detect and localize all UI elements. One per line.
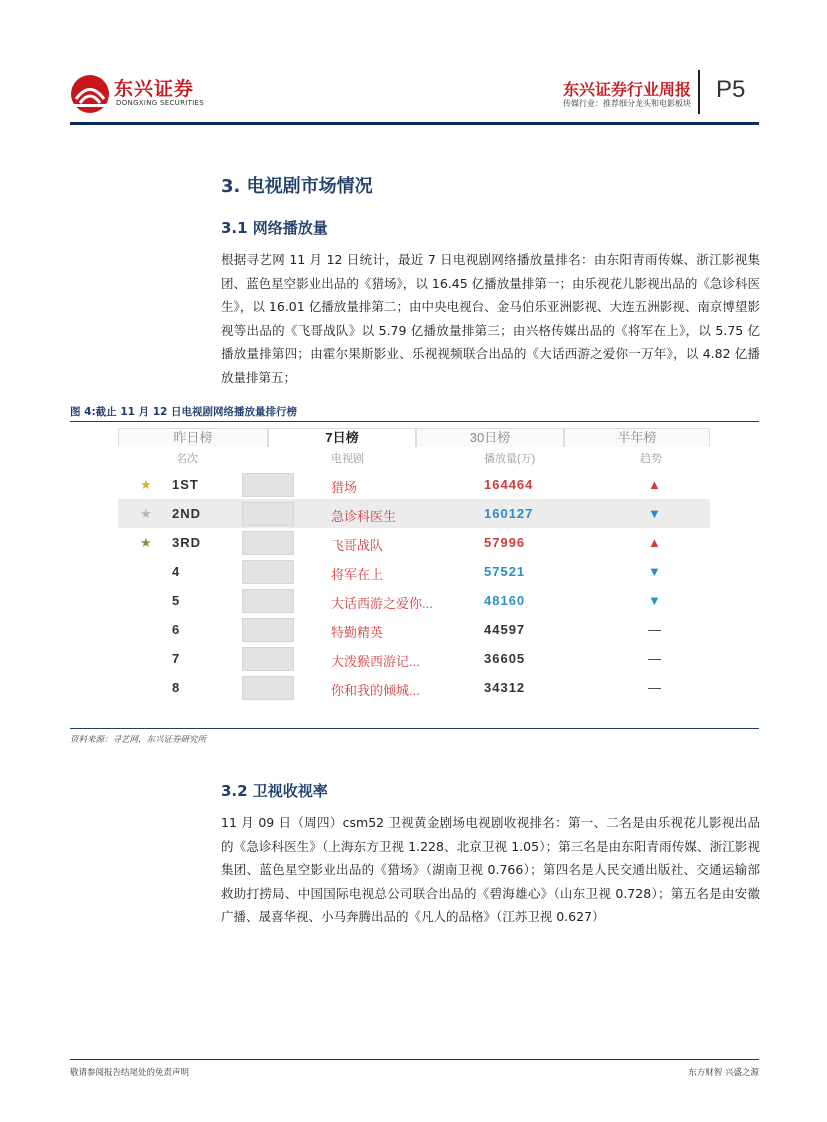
drama-title[interactable]: 你和我的倾城... — [331, 683, 420, 698]
silver-star-icon: ★ — [140, 506, 152, 521]
paragraph-online-views: 根据寻艺网 11 月 12 日统计，最近 7 日电视剧网络播放量排名：由东阳青雨传媒、浙江影视集团、蓝色星空影业出品的《猎场》，以 16.45 亿播放量排第一；由乐视花儿影视出品的《急诊科医生》，以 16.01 亿播放量排第二；由中央电视台、金马伯乐亚洲影视、大连五洲影视、南京博望影视等出品的《飞哥战队》以 5.79 亿播放量排第三；由兴格传媒出品的《将军在上》，以 5.75 亿播放量排第四；由霍尔果斯影业、乐视视频联合出品的《大话西游之爱你一万年》，以 4.82 亿播放量排第五； — [221, 252, 760, 385]
table-row[interactable] — [118, 528, 710, 557]
poster-thumbnail — [242, 676, 294, 700]
dongxing-logo-icon — [70, 74, 110, 114]
footer-slogan: 东方财智 兴盛之源 — [688, 1068, 759, 1078]
col-title: 电视剧 — [331, 453, 364, 465]
figure-caption: 图 4:截止 11 月 12 日电视剧网络播放量排行榜 — [70, 406, 298, 418]
header-divider — [698, 70, 700, 114]
poster-thumbnail — [242, 531, 294, 555]
ranking-tabs — [118, 426, 710, 447]
header-rule — [70, 122, 759, 125]
drama-title[interactable]: 飞哥战队 — [331, 538, 384, 553]
drama-title[interactable]: 急诊科医生 — [331, 509, 397, 524]
drama-title[interactable]: 特勤精英 — [331, 625, 384, 640]
rank-number: 8 — [172, 680, 181, 695]
poster-thumbnail — [242, 502, 294, 526]
trend-up-icon: ▲ — [648, 477, 661, 492]
footer-rule — [70, 1059, 759, 1060]
views-count: 44597 — [484, 622, 526, 637]
drama-title[interactable]: 大话西游之爱你... — [331, 596, 433, 611]
tab-yesterday[interactable]: 昨日榜 — [118, 428, 268, 447]
table-row[interactable] — [118, 557, 710, 586]
trend-down-icon: ▼ — [648, 506, 661, 521]
trend-flat-icon: — — [648, 651, 661, 666]
drama-title[interactable]: 将军在上 — [331, 567, 384, 582]
trend-down-icon: ▼ — [648, 593, 661, 608]
table-row[interactable] — [118, 470, 710, 499]
rank-number: 2ND — [172, 506, 202, 521]
figure-top-rule — [70, 421, 759, 422]
ranking-table-screenshot — [118, 426, 710, 716]
views-count: 160127 — [484, 506, 534, 521]
footer-disclaimer: 敬请参阅报告结尾处的免责声明 — [70, 1068, 190, 1078]
trend-flat-icon: — — [648, 680, 661, 695]
views-count: 48160 — [484, 593, 526, 608]
rank-number: 6 — [172, 622, 181, 637]
tab-half-year[interactable]: 半年榜 — [564, 428, 710, 447]
table-row[interactable] — [118, 673, 710, 702]
table-row[interactable] — [118, 586, 710, 615]
rank-number: 1ST — [172, 477, 199, 492]
drama-title[interactable]: 大泼猴西游记... — [331, 654, 420, 669]
logo-text-en: DONGXING SECURITIES — [116, 99, 205, 107]
col-views: 播放量(万) — [484, 453, 536, 465]
table-row[interactable] — [118, 644, 710, 673]
tab-30day[interactable]: 30日榜 — [416, 428, 564, 447]
table-row[interactable] — [118, 499, 710, 528]
trend-down-icon: ▼ — [648, 564, 661, 579]
logo-text-cn: 东兴证券 — [114, 78, 195, 100]
report-title: 东兴证券行业周报 — [562, 80, 691, 99]
views-count: 164464 — [484, 477, 534, 492]
poster-thumbnail — [242, 618, 294, 642]
page-number: P5 — [716, 76, 746, 103]
views-count: 34312 — [484, 680, 526, 695]
views-count: 57996 — [484, 535, 526, 550]
subsection-title-tv-ratings: 3.2 卫视收视率 — [221, 782, 328, 800]
views-count: 57521 — [484, 564, 526, 579]
trend-up-icon: ▲ — [648, 535, 661, 550]
tab-7day[interactable]: 7日榜 — [268, 428, 416, 447]
views-count: 36605 — [484, 651, 526, 666]
paragraph-tv-ratings: 11 月 09 日（周四）csm52 卫视黄金剧场电视剧收视排名：第一、二名是由乐视花儿影视出品的《急诊科医生》（上海东方卫视 1.228、北京卫视 1.05）；第三名是由东阳青雨传媒、浙江影视集团、蓝色星空影业出品的《猎场》（湖南卫视 0.766）；第四名是人民交通出版社、交通运输部救助打捞局、中国国际电视总公司联合出品的《碧海雄心》（山东卫视 0.728）；第五名是由安徽广播、晟喜华视、小马奔腾出品的《凡人的品格》（江苏卫视 0.627） — [221, 815, 760, 924]
figure-bottom-rule — [70, 728, 759, 729]
table-row[interactable] — [118, 615, 710, 644]
poster-thumbnail — [242, 560, 294, 584]
col-rank: 名次 — [176, 453, 198, 465]
poster-thumbnail — [242, 647, 294, 671]
gold-star-icon: ★ — [140, 477, 152, 492]
trend-flat-icon: — — [648, 622, 661, 637]
col-trend: 趋势 — [640, 453, 662, 465]
ranking-column-headers — [118, 450, 710, 466]
drama-title[interactable]: 猎场 — [331, 480, 358, 495]
rank-number: 5 — [172, 593, 181, 608]
rank-number: 4 — [172, 564, 181, 579]
subsection-title-online-views: 3.1 网络播放量 — [221, 219, 328, 237]
figure-source: 资料来源：寻艺网，东兴证券研究所 — [70, 735, 207, 745]
bronze-star-icon: ★ — [140, 535, 152, 550]
report-subtitle: 传媒行业：推荐细分龙头和电影板块 — [563, 99, 691, 108]
poster-thumbnail — [242, 589, 294, 613]
section-title: 3. 电视剧市场情况 — [221, 176, 373, 197]
poster-thumbnail — [242, 473, 294, 497]
rank-number: 7 — [172, 651, 181, 666]
rank-number: 3RD — [172, 535, 202, 550]
